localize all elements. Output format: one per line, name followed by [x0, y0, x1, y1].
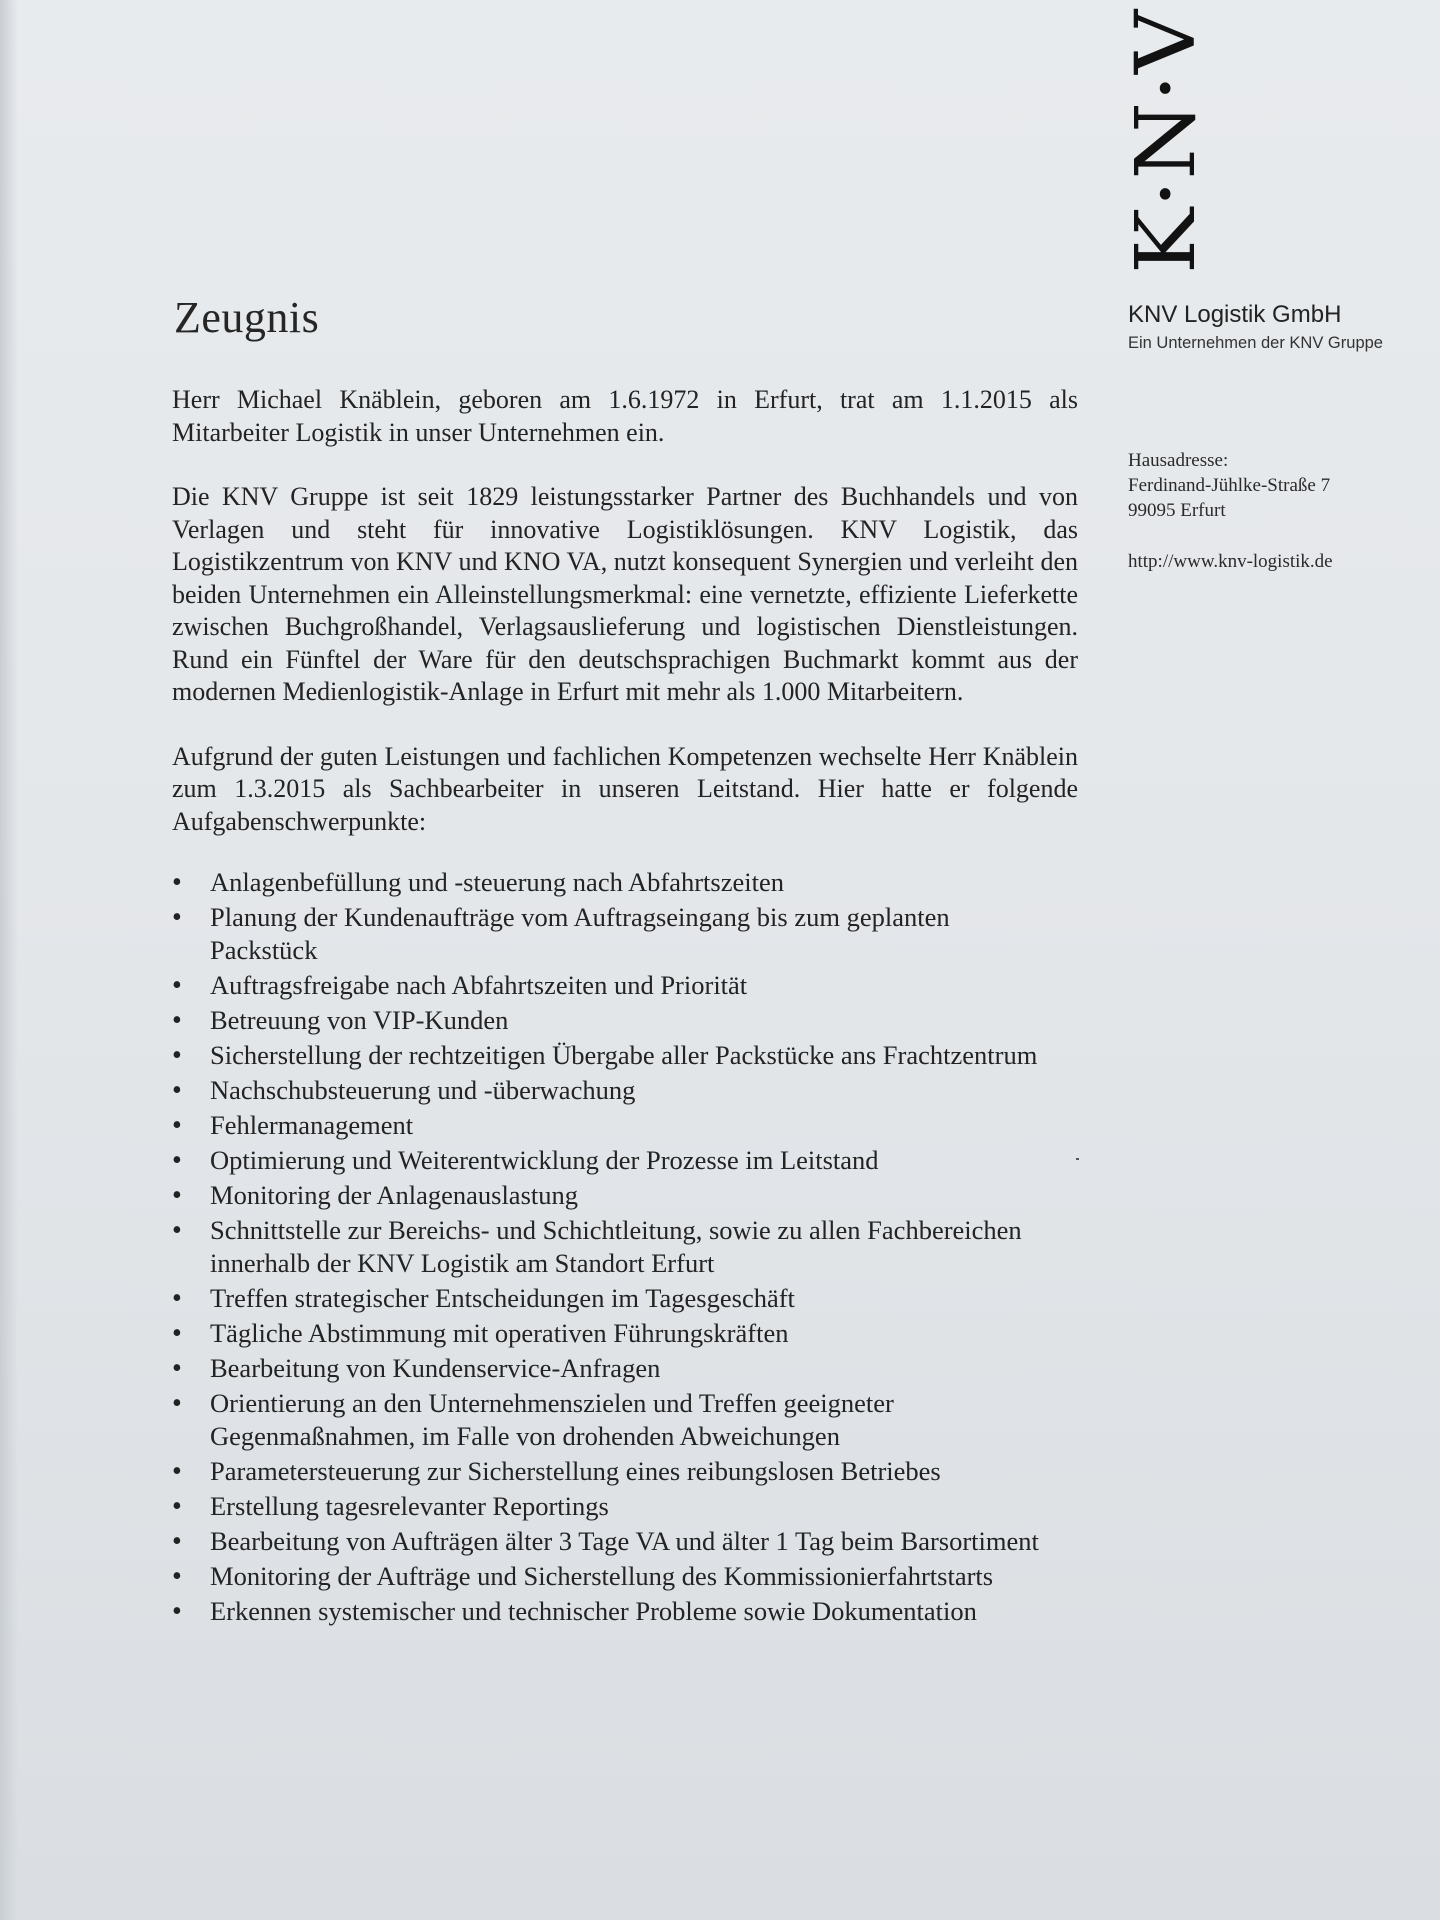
address-street: Ferdinand-Jühlke-Straße 7 [1128, 475, 1331, 496]
list-item: • Nachschubsteuerung und -überwachung [172, 1074, 1052, 1107]
document-title: Zeugnis [174, 293, 320, 342]
document-body [172, 384, 1078, 1630]
list-item: • Schnittstelle zur Bereichs- und Schichtleitung, sowie zu allen Fachbereichen innerhalb der KNV Logistik am Standort Erfurt [172, 1214, 1052, 1280]
list-item: • Monitoring der Aufträge und Sicherstellung des Kommissionierfahrtstarts [172, 1560, 1052, 1593]
list-item: • Sicherstellung der rechtzeitigen Übergabe aller Packstücke ans Frachtzentrum [172, 1039, 1052, 1072]
logo-text: K·N·V [1119, 29, 1214, 274]
list-item: • Erkennen systemischer und technischer Probleme sowie Dokumentation [172, 1595, 1052, 1628]
fold-mark [1076, 1158, 1079, 1160]
knv-logo [1119, 6, 1214, 276]
list-item: • Tägliche Abstimmung mit operativen Führungskräften [172, 1317, 1052, 1350]
task-list [172, 866, 1052, 1628]
list-item: • Orientierung an den Unternehmenszielen und Treffen geeigneter Gegenmaßnahmen, im Falle von drohenden Abweichungen [172, 1387, 1052, 1453]
address-block [1128, 448, 1428, 574]
list-item: • Anlagenbefüllung und -steuerung nach Abfahrtszeiten [172, 866, 1052, 899]
address-label: Hausadresse: [1128, 450, 1229, 471]
list-item: • Parametersteuerung zur Sicherstellung eines reibungslosen Betriebes [172, 1455, 1052, 1488]
paragraph-transfer: Aufgrund der guten Leistungen und fachlichen Kompetenzen wechselte Herr Knäblein zum 1.3.2015 als Sachbearbeiter in unseren Leitstand. Hier hatte er folgende Aufgabenschwerpunkte: [172, 741, 1078, 836]
list-item: • Optimierung und Weiterentwicklung der Prozesse im Leitstand [172, 1144, 1052, 1177]
list-item: • Bearbeitung von Kundenservice-Anfragen [172, 1352, 1052, 1385]
list-item: • Monitoring der Anlagenauslastung [172, 1179, 1052, 1212]
list-item: • Treffen strategischer Entscheidungen im Tagesgeschäft [172, 1282, 1052, 1315]
list-item: • Planung der Kundenaufträge vom Auftragseingang bis zum geplanten Packstück [172, 901, 1052, 967]
list-item: • Fehlermanagement [172, 1109, 1052, 1142]
company-block [1128, 300, 1428, 354]
company-tagline: Ein Unternehmen der KNV Gruppe [1128, 334, 1383, 352]
paragraph-company: Die KNV Gruppe ist seit 1829 leistungsstarker Partner des Buchhandels und von Verlagen und steht für innovative Logistiklösungen. KNV Logistik, das Logistikzentrum von KNV und KNO VA, nutzt konsequent Synergien und verleiht den beiden Unternehmen ein Alleinstellungsmerkmal: eine vernetzte, effiziente Lieferkette zwischen Buchgroßhandel, Verlagsauslieferung und logistischen Dienstleistungen. Rund ein Fünftel der Ware für den deutschsprachigen Buchmarkt kommt aus der modernen Medienlogistik-Anlage in Erfurt mit mehr als 1.000 Mitarbeitern. [172, 482, 1078, 706]
address-city: 99095 Erfurt [1128, 500, 1226, 521]
paragraph-intro: Herr Michael Knäblein, geboren am 1.6.1972 in Erfurt, trat am 1.1.2015 als Mitarbeiter Logistik in unser Unternehmen ein. [172, 385, 1078, 447]
company-name: KNV Logistik GmbH [1128, 301, 1342, 328]
company-website-link[interactable]: http://www.knv-logistik.de [1128, 551, 1333, 572]
list-item: • Bearbeitung von Aufträgen älter 3 Tage VA und älter 1 Tag beim Barsortiment [172, 1525, 1052, 1558]
list-item: • Auftragsfreigabe nach Abfahrtszeiten und Priorität [172, 969, 1052, 1002]
list-item: • Betreuung von VIP-Kunden [172, 1004, 1052, 1037]
list-item: • Erstellung tagesrelevanter Reportings [172, 1490, 1052, 1523]
knv-logo-icon [1119, 6, 1214, 276]
